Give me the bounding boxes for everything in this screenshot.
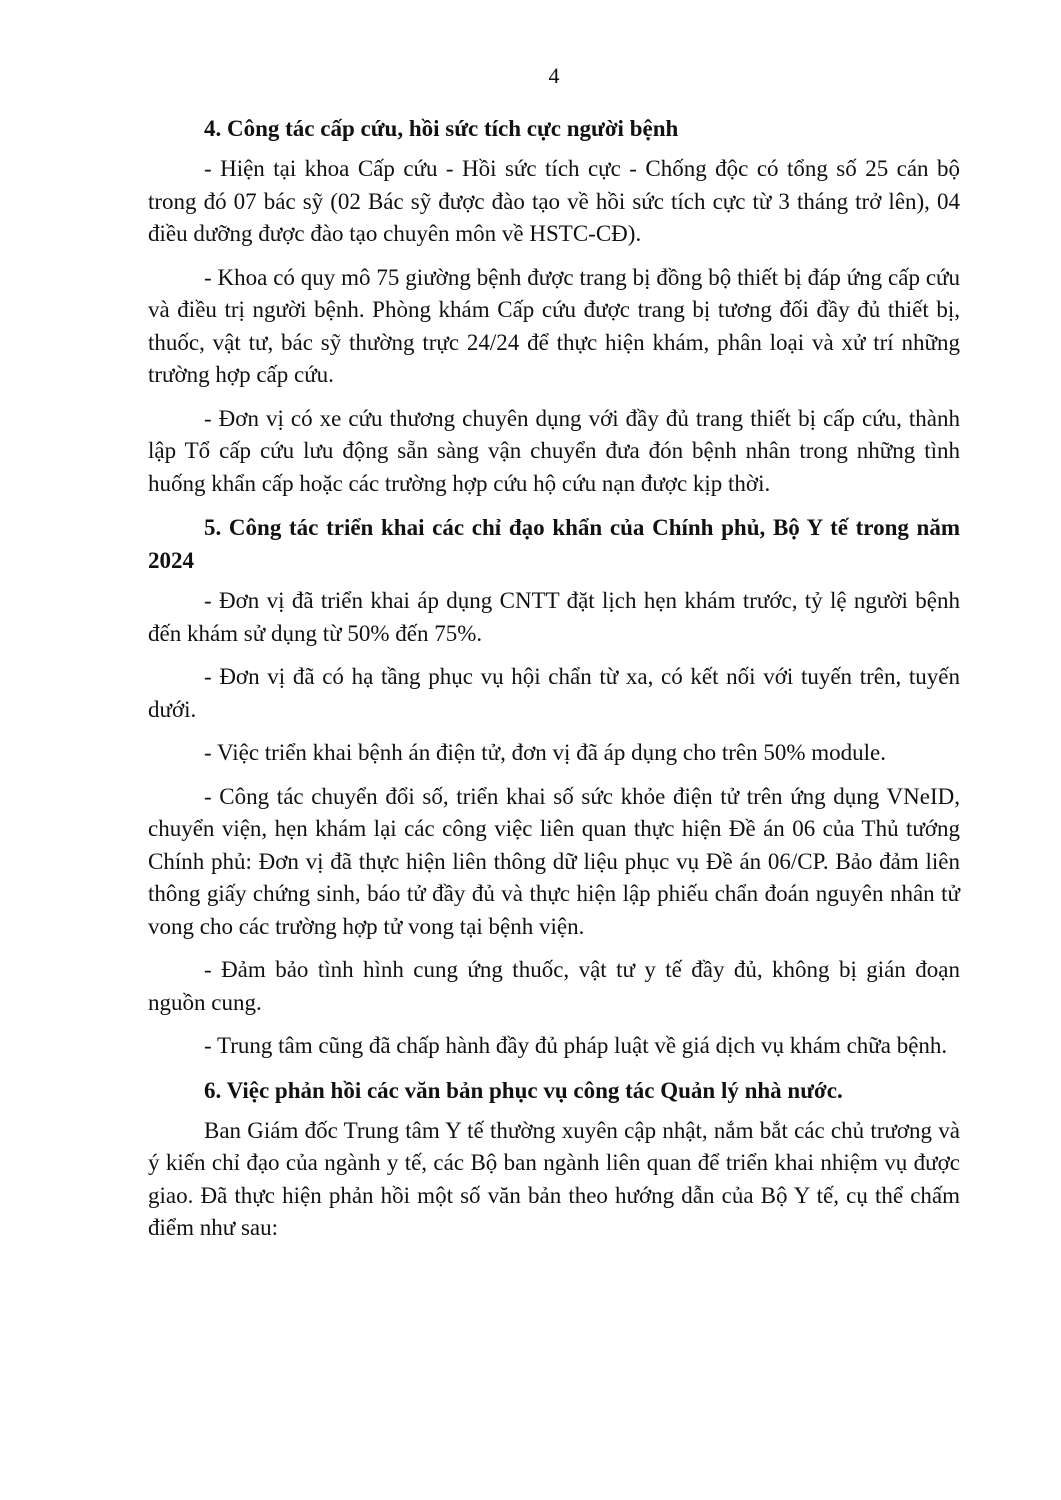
- section-6-heading: 6. Việc phản hồi các văn bản phục vụ công tác Quản lý nhà nước.: [204, 1077, 843, 1103]
- section-5-paragraph-3: - Việc triển khai bệnh án điện tử, đơn vị đã áp dụng cho trên 50% module.: [204, 740, 886, 765]
- page-number: 4: [548, 63, 560, 88]
- section-4-paragraph-1: - Hiện tại khoa Cấp cứu - Hồi sức tích cực - Chống độc có tổng số 25 cán bộ trong đó 07 bác sỹ (02 Bác sỹ được đào tạo về hồi sức tích cực từ 3 tháng trở lên), 04 điều dưỡng được đào tạo chuyên môn về HSTC-CĐ).: [148, 156, 960, 246]
- section-5-paragraph-4: - Công tác chuyển đổi số, triển khai số sức khỏe điện tử trên ứng dụng VNeID, chuyển viện, hẹn khám lại các công việc liên quan thực hiện Đề án 06 của Thủ tướng Chính phủ: Đơn vị đã thực hiện liên thông dữ liệu phục vụ Đề án 06/CP. Bảo đảm liên thông giấy chứng sinh, báo tử đầy đủ và thực hiện lập phiếu chẩn đoán nguyên nhân tử vong cho các trường hợp tử vong tại bệnh viện.: [148, 783, 960, 939]
- section-4-heading: 4. Công tác cấp cứu, hồi sức tích cực người bệnh: [204, 116, 679, 141]
- section-6: [148, 1074, 960, 1245]
- section-5-paragraph-2: - Đơn vị đã có hạ tầng phục vụ hội chẩn từ xa, có kết nối với tuyến trên, tuyến dưới.: [148, 664, 960, 722]
- section-5-heading: 5. Công tác triển khai các chỉ đạo khẩn của Chính phủ, Bộ Y tế trong năm 2024: [148, 515, 960, 573]
- section-5-paragraph-6: - Trung tâm cũng đã chấp hành đầy đủ pháp luật về giá dịch vụ khám chữa bệnh.: [204, 1033, 948, 1058]
- document-page: [148, 60, 960, 1256]
- section-5-paragraph-5: - Đảm bảo tình hình cung ứng thuốc, vật tư y tế đầy đủ, không bị gián đoạn nguồn cung.: [148, 957, 960, 1015]
- section-4-paragraph-3: - Đơn vị có xe cứu thương chuyên dụng với đầy đủ trang thiết bị cấp cứu, thành lập Tổ cấp cứu lưu động sẵn sàng vận chuyển đưa đón bệnh nhân trong những tình huống khẩn cấp hoặc các trường hợp cứu hộ cứu nạn được kịp thời.: [148, 405, 960, 496]
- section-5: [148, 511, 960, 1063]
- section-5-paragraph-1: - Đơn vị đã triển khai áp dụng CNTT đặt lịch hẹn khám trước, tỷ lệ người bệnh đến khám sử dụng từ 50% đến 75%.: [148, 588, 960, 646]
- section-4: [148, 112, 960, 500]
- section-6-paragraph-1: Ban Giám đốc Trung tâm Y tế thường xuyên cập nhật, nắm bắt các chủ trương và ý kiến chỉ đạo của ngành y tế, các Bộ ban ngành liên quan để triển khai nhiệm vụ được giao. Đã thực hiện phản hồi một số văn bản theo hướng dẫn của Bộ Y tế, cụ thể chấm điểm như sau:: [148, 1117, 960, 1240]
- section-4-paragraph-2: - Khoa có quy mô 75 giường bệnh được trang bị đồng bộ thiết bị đáp ứng cấp cứu và điều trị người bệnh. Phòng khám Cấp cứu được trang bị tương đối đầy đủ thiết bị, thuốc, vật tư, bác sỹ thường trực 24/24 để thực hiện khám, phân loại và xử trí những trường hợp cấp cứu.: [148, 264, 960, 387]
